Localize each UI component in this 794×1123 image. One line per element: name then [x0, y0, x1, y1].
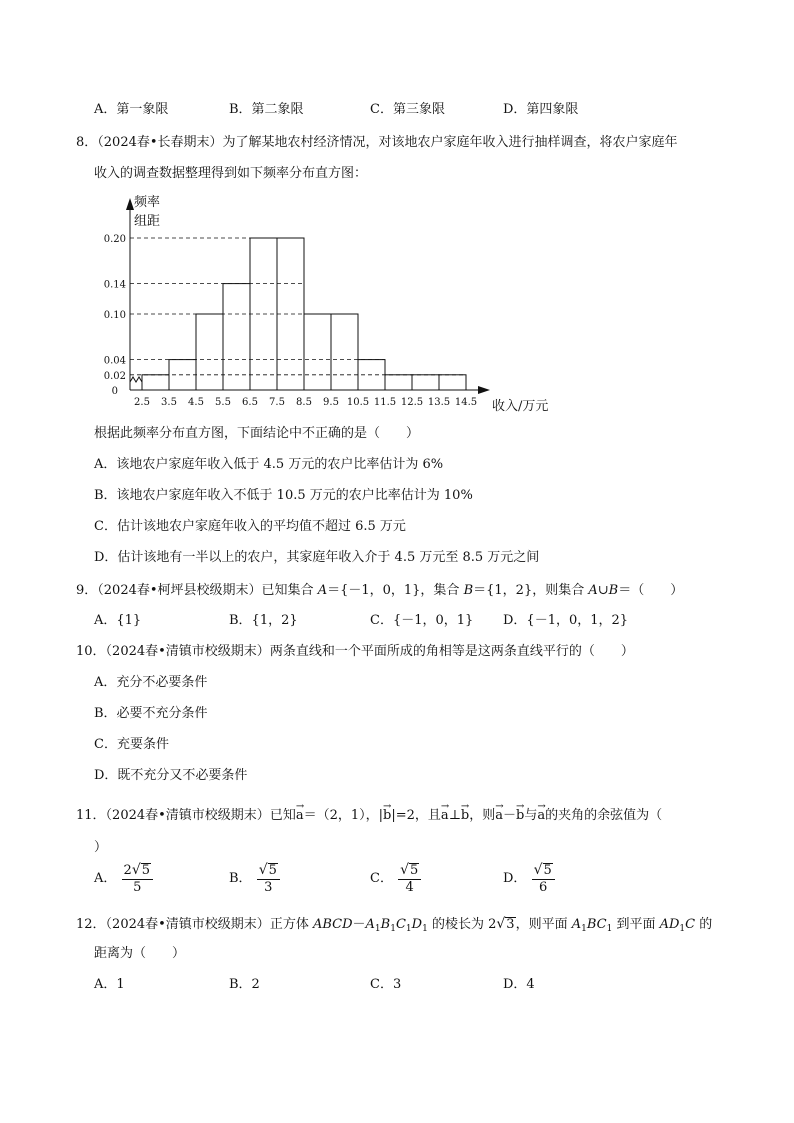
q7-option-b: B．第二象限 [229, 102, 304, 117]
sqrt-icon: √ [258, 862, 268, 878]
q11-option-b-label: B． [229, 871, 252, 886]
x-tick-label: 2.5 [134, 397, 150, 408]
histogram-bar [385, 375, 412, 390]
vector-a: → a [495, 808, 503, 824]
origin-label: 0 [111, 386, 118, 397]
denominator: 3 [264, 880, 273, 895]
coef: 2 [123, 863, 132, 878]
y-tick-label: 0.04 [103, 355, 126, 367]
sqrt-icon: √ [533, 862, 543, 878]
q11-text: ＝（2，1）， [303, 808, 379, 823]
q12-source: （2024春•清镇市校级期末） [105, 917, 270, 932]
q12-subscript: 1 [581, 924, 587, 934]
q12-subscript: 1 [606, 924, 613, 934]
q11-option-a [94, 862, 154, 896]
q12-option-d: D．4 [503, 977, 535, 992]
q12-subscript: 1 [390, 924, 396, 934]
q8-option-b: B．该地农户家庭年收入不低于 10.5 万元的农户比率估计为 10% [94, 488, 473, 503]
q11-stem [76, 808, 662, 824]
x-tick-label: 7.5 [269, 397, 285, 408]
q11-number: 11． [76, 808, 106, 823]
q10-option-b: B．必要不充分条件 [94, 706, 208, 721]
q8-stem-line2: 收入的调查数据整理得到如下频率分布直方图： [94, 166, 368, 181]
q11-abs-bar: | [391, 808, 396, 823]
q12-text: 的棱长为 2 [427, 917, 497, 932]
q12-subscript: 1 [405, 924, 412, 934]
x-tick-label: 12.5 [400, 397, 424, 408]
q11-source: （2024春•清镇市校级期末） [105, 808, 270, 823]
sqrt-icon: √ [131, 862, 141, 878]
histogram-bar [196, 314, 223, 390]
q12-plane1: A [571, 917, 582, 932]
x-axis-label: 收入/万元 [492, 399, 549, 414]
q11-option-d-label: D． [503, 871, 527, 886]
radicand: 5 [410, 863, 419, 878]
q11-option-d [503, 862, 556, 896]
q12-option-c: C．3 [370, 977, 402, 992]
q11-text: =2，且 [395, 808, 441, 823]
q10-option-a: A．充分不必要条件 [94, 675, 208, 690]
q11-text: 的夹角的余弦值为（ [545, 808, 663, 823]
q12-plane2: C [685, 917, 696, 932]
y-tick-label: 0.14 [103, 279, 126, 291]
q12-number: 12． [76, 917, 106, 932]
vector-a: → a [537, 808, 545, 824]
fraction [257, 862, 280, 896]
histogram-bar [304, 314, 331, 390]
q10-number: 10． [76, 644, 106, 659]
q12-option-b: B．2 [229, 977, 260, 992]
q9-union-expr: A∪B [588, 583, 619, 598]
sqrt-icon: √ [496, 916, 506, 932]
q11-option-a-label: A． [94, 871, 117, 886]
y-tick-label: 0.20 [103, 234, 126, 245]
q9-number: 9． [76, 583, 98, 598]
q12-stem [76, 916, 712, 937]
x-tick-label: 10.5 [346, 397, 370, 408]
q10-option-d: D．既不充分又不必要条件 [94, 768, 248, 783]
q11-option-c [370, 862, 422, 896]
histogram-bar [439, 375, 466, 390]
histogram-bar [331, 314, 358, 390]
histogram-bar [142, 375, 169, 390]
q12-vertex: A [365, 917, 375, 932]
q11-option-c-label: C． [370, 871, 393, 886]
q12-text: 到平面 [612, 917, 660, 932]
vector-a: → a [296, 808, 304, 824]
q9-option-c: C．{－1，0，1} [370, 613, 474, 628]
q11-minus: － [503, 808, 517, 823]
q9-set-a-name: A [317, 583, 328, 598]
q7-option-d: D．第四象限 [503, 102, 579, 117]
q8-number: 8． [76, 135, 98, 150]
radicand: 5 [543, 863, 552, 878]
q9-set-b-name: B [463, 583, 474, 598]
q12-vertex: D [411, 917, 423, 932]
radicand: 5 [141, 863, 151, 878]
q8-source: （2024春•长春期末） [97, 135, 223, 150]
q8-stem-line1 [76, 135, 678, 151]
q12-radicand: 3 [506, 917, 515, 932]
vector-b: → b [383, 808, 391, 824]
x-tick-label: 11.5 [373, 397, 397, 408]
fraction [122, 862, 153, 896]
q9-stem-end: ＝（ ） [618, 583, 684, 598]
q12-text: ，则平面 [515, 917, 572, 932]
q10-source: （2024春•清镇市校级期末） [105, 644, 270, 659]
q9-source: （2024春•柯坪县校级期末） [97, 583, 262, 598]
q12-subscript: 1 [679, 924, 686, 934]
y-tick-label: 0.02 [103, 370, 126, 382]
q7-option-c: C．第三象限 [370, 102, 445, 117]
q11-stem-line2: ） [94, 840, 108, 855]
q11-text: ，则 [469, 808, 496, 823]
vector-b: → b [516, 808, 524, 824]
q10-option-c: C．充要条件 [94, 737, 169, 752]
sqrt-icon: √ [400, 862, 410, 878]
q11-abs-bar: | [378, 808, 384, 823]
q12-text: 的 [695, 917, 713, 932]
q9-set-a-value: ＝{－1，0，1}，集合 [327, 583, 464, 598]
q12-dash: － [352, 917, 366, 932]
y-axis-label: 组距 [134, 214, 161, 229]
q12-text: 正方体 [269, 917, 313, 932]
x-tick-label: 5.5 [215, 397, 231, 408]
q7-option-a: A．第一象限 [94, 102, 169, 117]
q12-option-a: A．1 [94, 977, 125, 992]
q8-option-d: D．估计该地有一半以上的农户，其家庭年收入介于 4.5 万元至 8.5 万元之间 [94, 550, 540, 565]
q10-stem-text: 两条直线和一个平面所成的角相等是这两条直线平行的（ ） [269, 644, 634, 659]
vector-a: → a [441, 808, 449, 824]
q12-subscript: 1 [422, 924, 428, 934]
x-tick-label: 14.5 [454, 397, 478, 408]
q12-vertex: C [395, 917, 406, 932]
x-tick-label: 3.5 [161, 397, 177, 408]
q12-subscript: 1 [374, 924, 381, 934]
x-axis-arrow-icon [478, 386, 490, 394]
fraction [398, 862, 421, 896]
x-tick-label: 13.5 [427, 397, 451, 408]
q8-option-a: A．该地农户家庭年收入低于 4.5 万元的农户比率估计为 6% [94, 457, 444, 472]
x-tick-label: 6.5 [242, 397, 258, 408]
q8-question: 根据此频率分布直方图，下面结论中不正确的是（ ） [94, 426, 420, 441]
q11-option-b [229, 862, 281, 896]
q8-stem-text1: 为了解某地农村经济情况，对该地农户家庭年收入进行抽样调查，将农户家庭年 [222, 135, 678, 150]
denominator: 4 [405, 880, 414, 895]
q9-option-a: A．{1} [94, 613, 142, 628]
fraction [532, 862, 555, 896]
histogram-bar [412, 375, 439, 390]
q12-plane1: BC [586, 917, 607, 932]
q11-text: 与 [524, 808, 538, 823]
q8-option-c: C．估计该地农户家庭年收入的平均值不超过 6.5 万元 [94, 519, 406, 534]
q9-option-b: B．{1，2} [229, 613, 298, 628]
q9-set-b-value: ＝{1，2}，则集合 [473, 583, 589, 598]
q9-stem [76, 583, 683, 599]
q12-vertex: B [380, 917, 391, 932]
q12-plane2: AD [659, 917, 680, 932]
vector-b: → b [461, 808, 469, 824]
denominator: 6 [539, 880, 548, 895]
x-tick-label: 4.5 [188, 397, 204, 408]
x-tick-label: 9.5 [323, 397, 339, 408]
q10-stem [76, 644, 634, 660]
q12-stem-line2: 距离为（ ） [94, 946, 186, 961]
axis-break-icon [130, 377, 142, 382]
q9-text: 已知集合 [261, 583, 318, 598]
radicand: 5 [268, 863, 277, 878]
histogram-chart [88, 190, 549, 420]
histogram-bar [223, 284, 250, 390]
y-axis-label: 频率 [134, 195, 161, 210]
q9-option-d: D．{－1，0，1，2} [503, 613, 629, 628]
y-axis-arrow-icon [126, 198, 134, 210]
x-tick-label: 8.5 [296, 397, 312, 408]
q11-perp-symbol: ⊥ [448, 808, 461, 823]
q12-cube-name: ABCD [312, 917, 353, 932]
denominator: 5 [133, 880, 142, 895]
y-tick-label: 0.10 [103, 310, 126, 321]
q11-text: 已知 [269, 808, 296, 823]
